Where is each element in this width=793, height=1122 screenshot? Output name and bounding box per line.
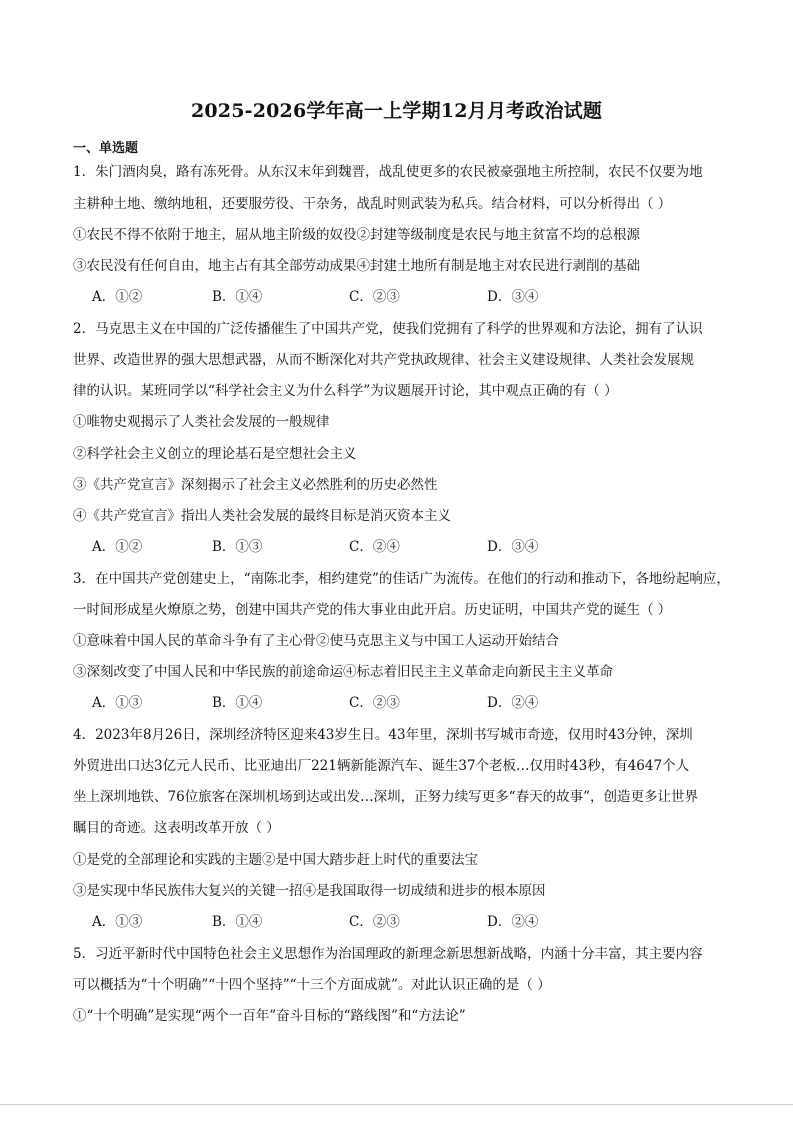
- q5-line-2: 可以概括为“十个明确”“十四个坚持”“十三个方面成就”。对此认识正确的是（ ）: [73, 977, 551, 993]
- q4-line-4: 瞩目的奇迹。这表明改革开放（ ）: [73, 820, 280, 836]
- q4-line-3: 坐上深圳地铁、76位旅客在深圳机场到达或出发…深圳，正努力续写更多“春天的故事”，创造更多让世界: [73, 789, 698, 805]
- q3-option-b[interactable]: B．①④: [212, 695, 263, 711]
- q3-option-d[interactable]: D．②④: [487, 695, 539, 711]
- q2-option-a[interactable]: A．①②: [92, 539, 143, 555]
- section-heading: 一、单选题: [73, 141, 139, 156]
- q4-option-a[interactable]: A．①③: [92, 914, 143, 930]
- q2-statement-2: ②科学社会主义创立的理论基石是空想社会主义: [73, 446, 357, 462]
- q1-option-d[interactable]: D．③④: [487, 289, 539, 305]
- q2-statement-1: ①唯物史观揭示了人类社会发展的一般规律: [73, 414, 330, 430]
- q3-option-a[interactable]: A．①③: [92, 695, 143, 711]
- q2-option-b[interactable]: B．①③: [212, 539, 263, 555]
- q5-line-1: 5．习近平新时代中国特色社会主义思想作为治国理政的新理念新思想新战略，内涵十分丰富，其主要内容: [73, 946, 703, 962]
- q1-option-c[interactable]: C．②③: [349, 289, 400, 305]
- q3-line-2: 一时间形成星火燎原之势，创建中国共产党的伟大事业由此开启。历史证明，中国共产党的诞生（ ）: [73, 602, 672, 618]
- q1-statement-1: ①农民不得不依附于地主，屈从地主阶级的奴役②封建等级制度是农民与地主贫富不均的总根源: [73, 227, 640, 243]
- q2-statement-4: ④《共产党宣言》指出人类社会发展的最终目标是消灭资本主义: [73, 508, 451, 524]
- q1-statement-2: ③农民没有任何自由，地主占有其全部劳动成果④封建土地所有制是地主对农民进行剥削的基础: [73, 258, 640, 274]
- q4-option-d[interactable]: D．②④: [487, 914, 539, 930]
- q2-option-d[interactable]: D．③④: [487, 539, 539, 555]
- q3-option-c[interactable]: C．②③: [349, 695, 400, 711]
- q2-option-c[interactable]: C．②④: [349, 539, 400, 555]
- page-title: 2025-2026学年高一上学期12月月考政治试题: [190, 100, 603, 122]
- q1-option-b[interactable]: B．①④: [212, 289, 263, 305]
- q3-line-1: 3．在中国共产党创建史上，“南陈北李，相约建党”的佳话广为流传。在他们的行动和推动下，各地纷起响应，: [73, 571, 730, 587]
- q4-line-2: 外贸进出口达3亿元人民币、比亚迪出厂221辆新能源汽车、诞生37个老板…仅用时43秒，有4647个人: [73, 758, 690, 774]
- q3-statement-1: ①意味着中国人民的革命斗争有了主心骨②使马克思主义与中国工人运动开始结合: [73, 633, 559, 649]
- q4-statement-1: ①是党的全部理论和实践的主题②是中国大踏步赶上时代的重要法宝: [73, 852, 478, 868]
- q5-statement-1: ①“十个明确”是实现“两个一百年”奋斗目标的“路线图”和“方法论”: [73, 1008, 466, 1024]
- q4-option-b[interactable]: B．①④: [212, 914, 263, 930]
- page-bottom-divider: [0, 1104, 793, 1105]
- q1-line-2: 主耕种土地、缴纳地租，还要服劳役、干杂务，战乱时则武装为私兵。结合材料，可以分析得出（ ）: [73, 196, 672, 212]
- q4-line-1: 4．2023年8月26日，深圳经济特区迎来43岁生日。43年里，深圳书写城市奇迹，仅用时43分钟，深圳: [73, 727, 693, 743]
- q2-line-1: 2．马克思主义在中国的广泛传播催生了中国共产党，使我们党拥有了科学的世界观和方法论，拥有了认识: [73, 321, 703, 337]
- q2-line-2: 世界、改造世界的强大思想武器，从而不断深化对共产党执政规律、社会主义建设规律、人类社会发展规: [73, 352, 694, 368]
- q4-option-c[interactable]: C．②③: [349, 914, 400, 930]
- q3-statement-2: ③深刻改变了中国人民和中华民族的前途命运④标志着旧民主主义革命走向新民主主义革命: [73, 664, 613, 680]
- q2-statement-3: ③《共产党宣言》深刻揭示了社会主义必然胜利的历史必然性: [73, 477, 438, 493]
- q2-line-3: 律的认识。某班同学以“科学社会主义为什么科学”为议题展开讨论，其中观点正确的有（ ）: [73, 383, 618, 399]
- q1-line-1: 1．朱门酒肉臭，路有冻死骨。从东汉末年到魏晋，战乱使更多的农民被豪强地主所控制，农民不仅要为地: [73, 164, 703, 180]
- q1-option-a[interactable]: A．①②: [92, 289, 143, 305]
- q4-statement-2: ③是实现中华民族伟大复兴的关键一招④是我国取得一切成绩和进步的根本原因: [73, 883, 546, 899]
